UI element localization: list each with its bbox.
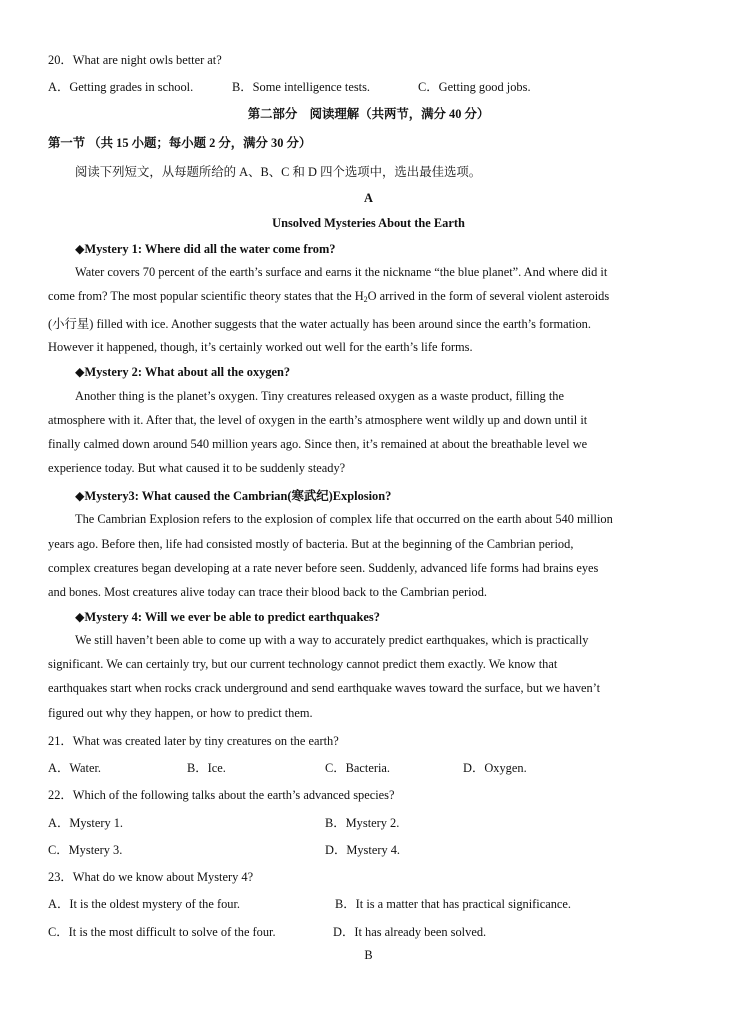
question-21-option-a: A．Water.: [48, 761, 102, 775]
mystery-3-line: complex creatures began developing at a rate never before seen. Suddenly, advanced life forms had brains eyes: [48, 561, 599, 575]
question-23-option-b: B．It is a matter that has practical significance.: [335, 897, 572, 911]
question-20-option-b: B．Some intelligence tests.: [232, 80, 370, 94]
passage-title: Unsolved Mysteries About the Earth: [272, 216, 465, 230]
question-22-option-c: C．Mystery 3.: [48, 843, 123, 857]
question-21-option-b: B．Ice.: [187, 761, 226, 775]
mystery-3-heading: ◆Mystery3: What caused the Cambrian(寒武纪)Explosion?: [75, 489, 392, 503]
next-passage-letter: B: [364, 948, 373, 962]
question-20-option-c: C．Getting good jobs.: [418, 80, 531, 94]
mystery-2-line: finally calmed down around 540 million years ago. Since then, it’s remained at about the breathable level we: [48, 437, 588, 451]
question-21-option-d: D．Oxygen.: [463, 761, 527, 775]
question-23-option-a: A．It is the oldest mystery of the four.: [48, 897, 241, 911]
mystery-1-line: come from? The most popular scientific theory states that the $H_2O$ arrived in the form of several violent asteroids: [48, 289, 610, 304]
mystery-4-line: figured out why they happen, or how to predict them.: [48, 706, 313, 720]
mystery-1-line: (小行星) filled with ice. Another suggests that the water actually has been around since the earth’s formation.: [48, 317, 591, 331]
question-20-stem: 20．What are night owls better at?: [48, 53, 222, 67]
mystery-3-line: The Cambrian Explosion refers to the explosion of complex life that occurred on the earth about 540 million: [75, 512, 613, 526]
question-22-option-b: B．Mystery 2.: [325, 816, 400, 830]
mystery-4-heading: ◆Mystery 4: Will we ever be able to predict earthquakes?: [75, 610, 380, 624]
question-23-option-c: C．It is the most difficult to solve of the four.: [48, 925, 276, 939]
section-heading: 第一节 （共 15 小题；每小题 2 分，满分 30 分）: [48, 136, 312, 150]
subscript: 2: [363, 295, 368, 304]
question-20-option-a: A．Getting grades in school.: [48, 80, 194, 94]
mystery-3-line: years ago. Before then, life had consisted mostly of bacteria. But at the beginning of the Cambrian period,: [48, 537, 574, 551]
question-23-option-d: D．It has already been solved.: [333, 925, 487, 939]
mystery-2-line: experience today. But what caused it to be suddenly steady?: [48, 461, 346, 475]
mystery-1-line: However it happened, though, it’s certainly worked out well for the earth’s life forms.: [48, 340, 473, 354]
question-21-option-c: C．Bacteria.: [325, 761, 391, 775]
mystery-4-line: significant. We can certainly try, but our current technology cannot predict them exactly. We know that: [48, 657, 558, 671]
mystery-1-line: Water covers 70 percent of the earth’s surface and earns it the nickname “the blue planet”. And where did it: [75, 265, 608, 279]
mystery-1-heading: ◆Mystery 1: Where did all the water come from?: [75, 242, 336, 256]
mystery-3-line: and bones. Most creatures alive today can trace their blood back to the Cambrian period.: [48, 585, 488, 599]
part-heading: 第二部分 阅读理解（共两节，满分 40 分）: [247, 107, 490, 121]
passage-letter: A: [364, 191, 373, 205]
question-22-option-d: D．Mystery 4.: [325, 843, 401, 857]
question-22-option-a: A．Mystery 1.: [48, 816, 124, 830]
mystery-2-line: atmosphere with it. After that, the level of oxygen in the earth’s atmosphere went wildly up and down until it: [48, 413, 588, 427]
mystery-4-line: earthquakes start when rocks crack underground and send earthquake waves toward the surface, but we haven’t: [48, 681, 601, 695]
mystery-4-line: We still haven’t been able to come up with a way to accurately predict earthquakes, which is practically: [75, 633, 589, 647]
question-21-stem: 21．What was created later by tiny creatures on the earth?: [48, 734, 339, 748]
mystery-2-line: Another thing is the planet’s oxygen. Tiny creatures released oxygen as a waste product, filling the: [75, 389, 564, 403]
instruction-text: 阅读下列短文，从每题所给的 A、B、C 和 D 四个选项中，选出最佳选项。: [75, 165, 482, 179]
question-22-stem: 22．Which of the following talks about the earth’s advanced species?: [48, 788, 395, 802]
question-23-stem: 23．What do we know about Mystery 4?: [48, 870, 254, 884]
mystery-2-heading: ◆Mystery 2: What about all the oxygen?: [75, 365, 291, 379]
